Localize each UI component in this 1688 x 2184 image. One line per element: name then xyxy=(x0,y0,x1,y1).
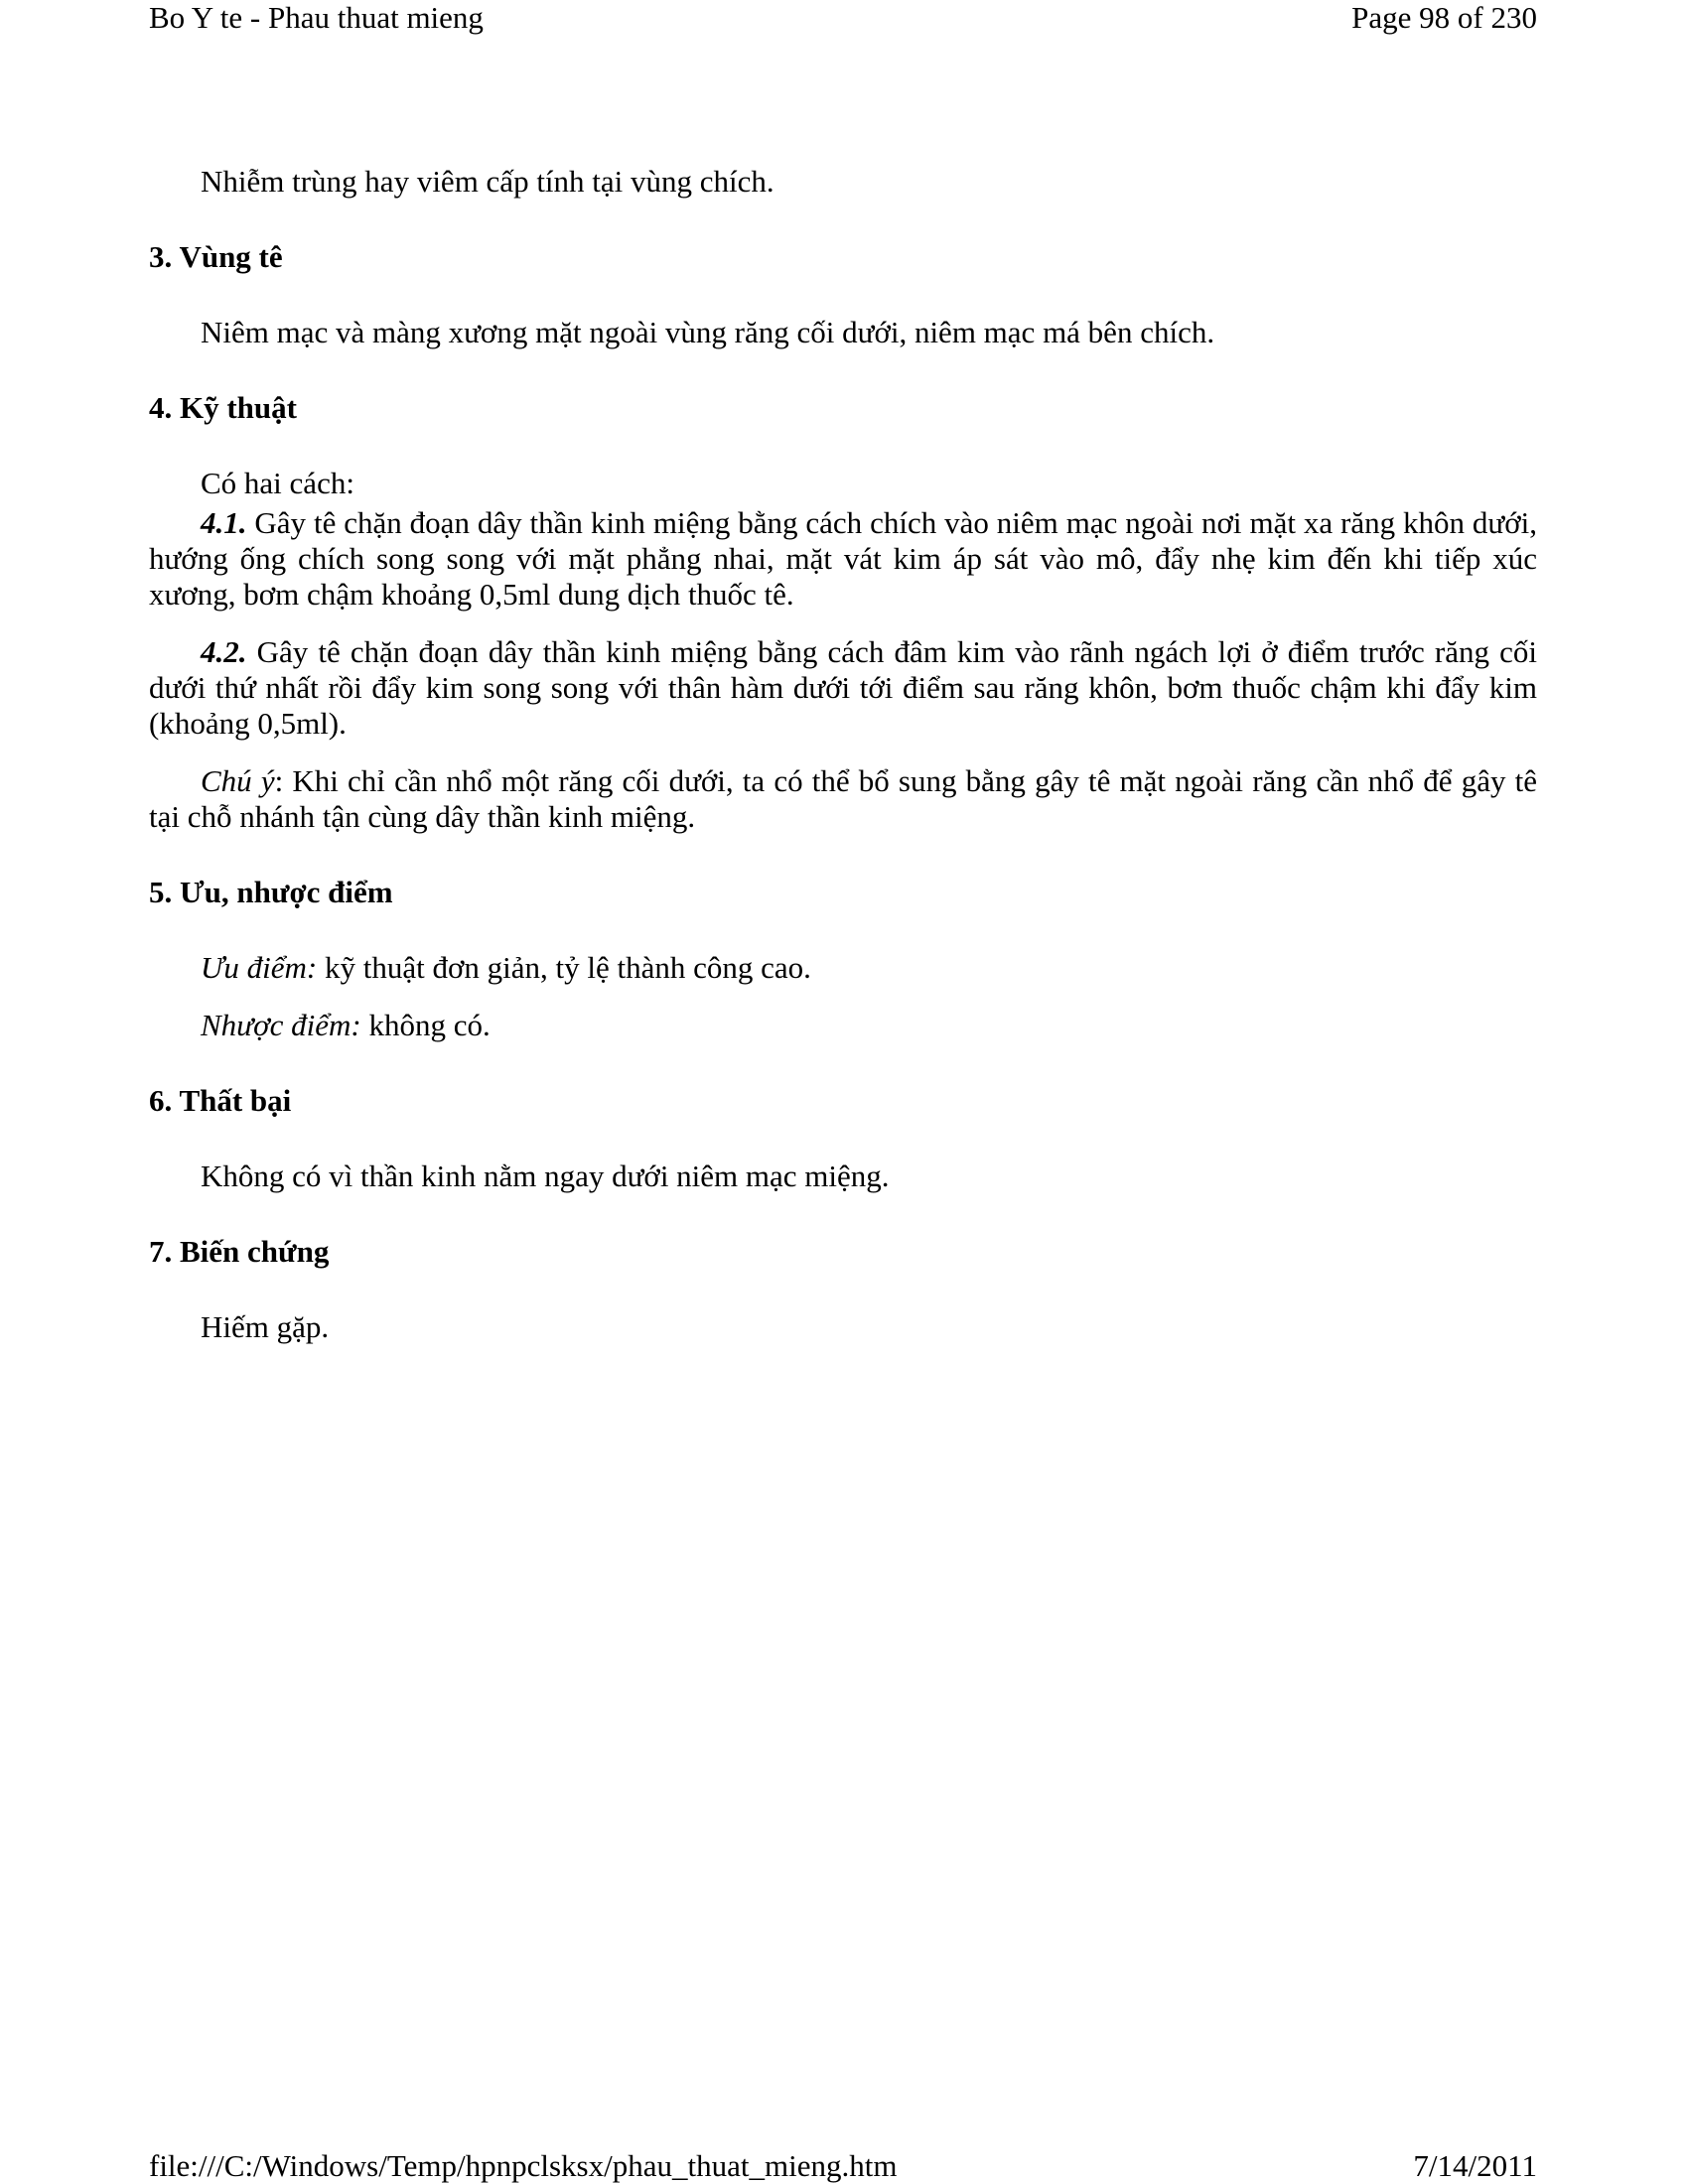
advantage-paragraph xyxy=(149,950,1537,986)
header-doc-title: Bo Y te - Phau thuat mieng xyxy=(149,0,484,35)
section-4-1-paragraph xyxy=(149,505,1537,613)
header-page-number: Page 98 of 230 xyxy=(1351,0,1537,35)
section-4-1-label: 4.1. xyxy=(201,505,247,540)
note-paragraph xyxy=(149,763,1537,835)
note-text: : Khi chỉ cần nhổ một răng cối dưới, ta có thể bổ sung bằng gây tê mặt ngoài răng cần nhổ để gây tê tại chỗ nhánh tận cùng dây thần kinh miệng. xyxy=(149,763,1537,834)
section-4-2-paragraph xyxy=(149,634,1537,742)
disadvantage-text: không có. xyxy=(360,1008,491,1042)
page-header xyxy=(149,0,1537,36)
note-label: Chú ý xyxy=(201,763,275,798)
advantage-text: kỹ thuật đơn giản, tỷ lệ thành công cao. xyxy=(317,950,811,985)
section-5-heading: 5. Ưu, nhược điểm xyxy=(149,875,393,909)
advantage-label: Ưu điểm: xyxy=(201,950,318,985)
section-4-2-label: 4.2. xyxy=(201,634,247,669)
section-4-2-text: Gây tê chặn đoạn dây thần kinh miệng bằng cách đâm kim vào rãnh ngách lợi ở điểm trước răng cối dưới thứ nhất rồi đẩy kim song song với thân hàm dưới tới điểm sau răng khôn, bơm thuốc chậm khi đẩy kim (khoảng 0,5ml). xyxy=(149,634,1537,741)
disadvantage-label: Nhược điểm: xyxy=(201,1008,361,1042)
section-7-heading: 7. Biến chứng xyxy=(149,1234,330,1269)
section-6-text: Không có vì thần kinh nằm ngay dưới niêm mạc miệng. xyxy=(201,1159,890,1193)
section-7-text: Hiếm gặp. xyxy=(201,1309,330,1344)
section-4-1-text: Gây tê chặn đoạn dây thần kinh miệng bằng cách chích vào niêm mạc ngoài nơi mặt xa răng khôn dưới, hướng ống chích song song với mặt phẳng nhai, mặt vát kim áp sát vào mô, đẩy nhẹ kim đến khi tiếp xúc xương, bơm chậm khoảng 0,5ml dung dịch thuốc tê. xyxy=(149,505,1537,612)
page-footer xyxy=(149,2148,1537,2184)
section-4-heading: 4. Kỹ thuật xyxy=(149,390,297,425)
intro-paragraph: Nhiễm trùng hay viêm cấp tính tại vùng chích. xyxy=(201,164,774,199)
section-6-heading: 6. Thất bại xyxy=(149,1083,292,1118)
document-body xyxy=(149,164,1537,1345)
disadvantage-paragraph xyxy=(149,1008,1537,1043)
section-3-heading: 3. Vùng tê xyxy=(149,239,283,274)
footer-date: 7/14/2011 xyxy=(1413,2148,1537,2183)
section-4-intro: Có hai cách: xyxy=(201,466,354,500)
section-3-text: Niêm mạc và màng xương mặt ngoài vùng răng cối dưới, niêm mạc má bên chích. xyxy=(201,315,1215,349)
footer-file-path: file:///C:/Windows/Temp/hpnpclsksx/phau_thuat_mieng.htm xyxy=(149,2148,898,2183)
